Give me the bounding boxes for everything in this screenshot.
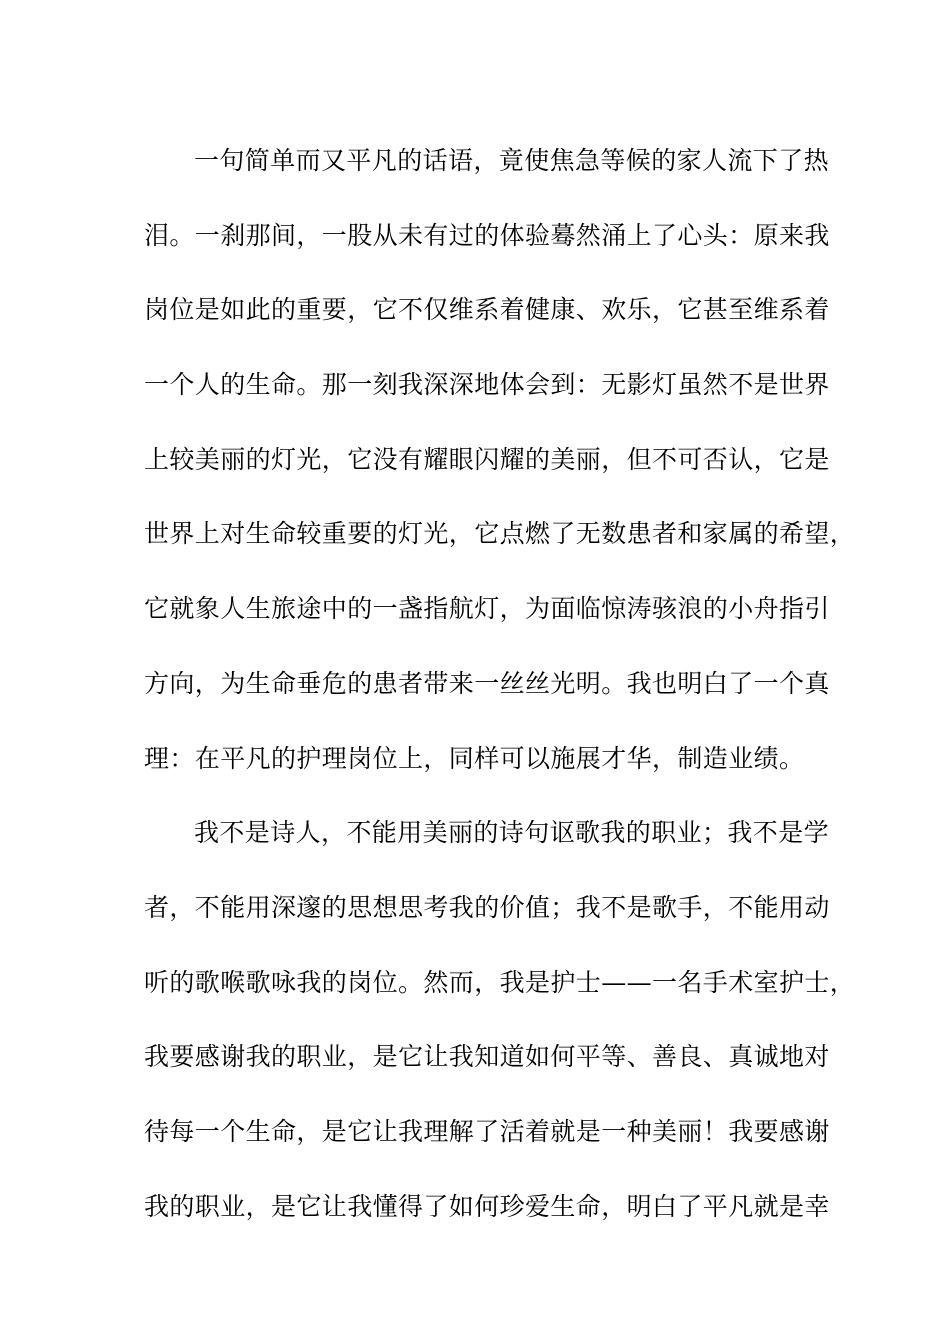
text-line: 听的歌喉歌咏我的岗位。然而，我是护士——一名手术室护士，: [144, 967, 856, 997]
text-line: 世界上对生命较重要的灯光，它点燃了无数患者和家属的希望，: [144, 519, 856, 549]
text-line: 我要感谢我的职业，是它让我知道如何平等、善良、真诚地对: [144, 1042, 830, 1072]
text-line: 一个人的生命。那一刻我深深地体会到：无影灯虽然不是世界: [144, 370, 830, 400]
text-line: 它就象人生旅途中的一盏指航灯，为面临惊涛骇浪的小舟指引: [144, 594, 830, 624]
body-text: [144, 124, 856, 1244]
text-line: 者，不能用深邃的思想思考我的价值；我不是歌手，不能用动: [144, 892, 830, 922]
text-line: 理：在平凡的护理岗位上，同样可以施展才华，制造业绩。: [144, 743, 805, 773]
text-line: 上较美丽的灯光，它没有耀眼闪耀的美丽，但不可否认，它是: [144, 444, 830, 474]
text-line: 一句简单而又平凡的话语，竟使焦急等候的家人流下了热: [194, 146, 830, 175]
text-line: 待每一个生命，是它让我理解了活着就是一种美丽！我要感谢: [144, 1116, 830, 1146]
text-line: 我不是诗人，不能用美丽的诗句讴歌我的职业；我不是学: [194, 818, 830, 848]
text-line: 泪。一刹那间，一股从未有过的体验蓦然涌上了心头：原来我: [144, 220, 830, 250]
text-line: 我的职业，是它让我懂得了如何珍爱生命，明白了平凡就是幸: [144, 1191, 830, 1221]
text-line: 方向，为生命垂危的患者带来一丝丝光明。我也明白了一个真: [144, 668, 830, 698]
text-line: 岗位是如此的重要，它不仅维系着健康、欢乐，它甚至维系着: [144, 295, 830, 325]
